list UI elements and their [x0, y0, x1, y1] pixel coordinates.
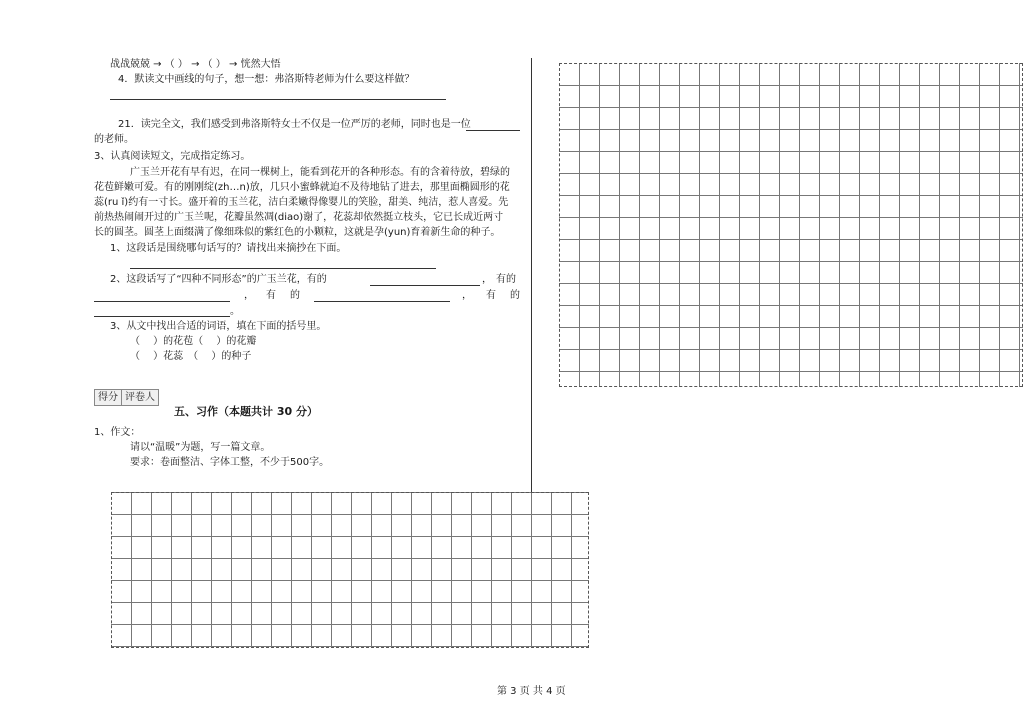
score-box — [94, 389, 159, 406]
period: 。 — [230, 306, 240, 317]
label-de: 的 — [510, 290, 520, 301]
comma: ， — [462, 290, 472, 301]
sub-question-2: 2、这段话写了“四种不同形态”的广玉兰花，有的 — [110, 274, 327, 285]
sub-question-1: 1、这段话是围绕哪句话写的？请找出来摘抄在下面。 — [110, 243, 347, 254]
sub-question-3-row-1: （ ）的花苞（ ）的花瓣 — [130, 336, 257, 347]
passage-line-1: 广玉兰开花有早有迟，在同一棵树上，能看到花开的各种形态。有的含着待放，碧绿的 — [130, 167, 510, 178]
answer-line-sub-q2-c[interactable] — [314, 301, 450, 302]
question-21-end: 的老师。 — [94, 134, 134, 145]
passage-line-5: 长的圆茎。圆茎上面缀满了像细珠似的紫红色的小颗粒，这就是孕(yun)育着新生命的种子。 — [94, 227, 501, 238]
composition-prompt: 请以“温暖”为题，写一篇文章。 — [130, 442, 271, 453]
label-you: 有 — [266, 290, 276, 301]
passage-line-2: 花苞鲜嫩可爱。有的刚刚绽(zh…n)放，几只小蜜蜂就迫不及待地钻了进去，那里面椭圆形的花 — [94, 182, 510, 193]
question-21: 21．读完全文，我们感受到弗洛斯特女士不仅是一位严厉的老师，同时也是一位 — [118, 119, 471, 130]
answer-line-sub-q2-a[interactable] — [370, 285, 480, 286]
section-3-title: 3、认真阅读短文，完成指定练习。 — [94, 151, 251, 162]
answer-line-q4[interactable] — [110, 99, 446, 100]
answer-line-sub-q2-b[interactable] — [94, 301, 230, 302]
answer-line-q21[interactable] — [466, 130, 520, 131]
comma: ， — [482, 274, 492, 285]
label-you: 有 — [486, 290, 496, 301]
section-5-title: 五、习作（本题共计 30 分） — [174, 405, 318, 418]
label-youde: 有的 — [496, 274, 516, 285]
sub-question-3-row-2: （ ）花蕊 （ ）的种子 — [130, 351, 252, 362]
passage-line-4: 前热热闹闹开过的广玉兰呢，花瓣虽然凋(diao)谢了，花蕊却依然挺立枝头，它已长成近两寸 — [94, 212, 504, 223]
sub-question-3: 3、从文中找出合适的词语，填在下面的括号里。 — [110, 321, 327, 332]
passage-line-3: 蕊(ru ǐ)约有一寸长。盛开着的玉兰花，洁白柔嫩得像婴儿的笑脸，甜美、纯洁，惹人喜爱。先 — [94, 197, 509, 208]
page-number: 第 3 页 共 4 页 — [497, 686, 566, 697]
comma: ， — [244, 290, 254, 301]
idiom-chain: 战战兢兢 → （ ） → （ ） → 恍然大悟 — [110, 59, 281, 70]
writing-grid-right[interactable] — [559, 63, 1023, 387]
question-4: 4．默读文中画线的句子，想一想：弗洛斯特老师为什么要这样做？ — [118, 74, 415, 85]
answer-line-sub-q1[interactable] — [130, 268, 436, 269]
composition-number: 1、作文： — [94, 427, 141, 438]
label-de: 的 — [290, 290, 300, 301]
answer-line-sub-q2-d[interactable] — [94, 316, 230, 317]
writing-grid-left[interactable] — [111, 492, 589, 648]
grader-label: 评卷人 — [122, 390, 158, 405]
score-label: 得分 — [95, 390, 122, 405]
composition-requirement: 要求：卷面整洁、字体工整，不少于500字。 — [130, 457, 330, 468]
